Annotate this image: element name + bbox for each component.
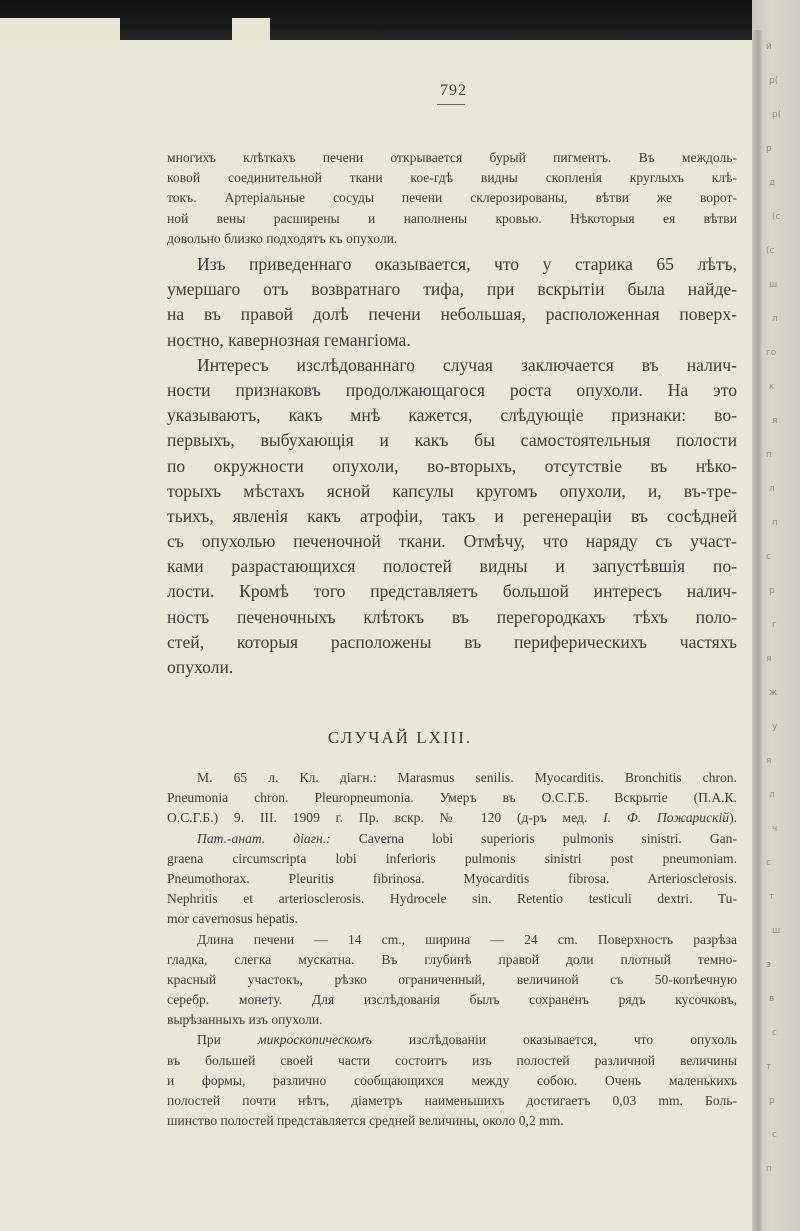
text-line: graena circumscripta lobi inferioris pulmonis sinistri post pneumoniam.: [167, 850, 737, 866]
text-line: стей, которыя расположены въ периферическихъ частяхъ: [167, 631, 737, 652]
adjacent-page-fragment: т: [769, 892, 775, 902]
adjacent-page-fragment: в: [769, 994, 775, 1004]
adjacent-page-fragment: р(: [772, 110, 782, 120]
case-heading: СЛУЧАЙ LXIII.: [327, 728, 473, 747]
adjacent-page-fragment: р: [766, 144, 772, 154]
adjacent-page-fragment: л: [769, 790, 775, 800]
text-line: Интересъ изслѣдованнаго случая заключается въ налич-: [197, 354, 737, 375]
text-line: ностно, кавернозная гемангіома.: [167, 329, 411, 350]
adjacent-page-fragment: (с: [766, 246, 775, 256]
adjacent-page-fragment: й: [766, 42, 772, 52]
adjacent-page-fragment: г: [772, 620, 777, 630]
text-line: довольно близко подходятъ къ опухоли.: [167, 230, 398, 246]
adjacent-page-fragment: ш: [769, 280, 778, 290]
adjacent-page-fragment: с: [772, 1028, 777, 1038]
doctor-name: I. Ф. Пожарискій: [603, 810, 730, 826]
adjacent-page-fragment: п: [772, 518, 778, 528]
paragraph-liver-pigment: [167, 148, 737, 249]
adjacent-page-fragment: л: [769, 484, 775, 494]
adjacent-page-fragment: т: [766, 1062, 772, 1072]
adjacent-page-fragment: п: [766, 450, 772, 460]
text-line: серебр. монету. Для изслѣдованія былъ сохраненъ рядъ кусочковъ,: [167, 992, 737, 1008]
text-line: указываютъ, какъ мнѣ кажется, слѣдующіе признаки: во-: [167, 405, 737, 426]
adjacent-page-fragment: с: [772, 1130, 777, 1140]
text-line-microscopy: [167, 1030, 737, 1050]
adjacent-page-fragment: л: [772, 314, 778, 324]
text-line: Nephritis et arteriosclerosis. Hydrocele sin. Retentio testiculi dextri. Tu-: [167, 891, 737, 907]
adjacent-page-fragment: д: [769, 178, 776, 188]
adjacent-page-fragment: у: [772, 722, 778, 732]
adjacent-page-fragment: я: [772, 416, 778, 426]
pathology-label: Пат.-анат. діагн.:: [197, 830, 331, 846]
text-line: ной вены расширены и наполнены кровью. Нѣкоторыя ея вѣтви: [167, 210, 737, 226]
text-line: гладка, слегка мускатна. Въ глубинѣ правой доли плотный темно-: [167, 951, 737, 967]
adjacent-page-fragments: [762, 30, 800, 1231]
adjacent-page-fragment: р(: [769, 76, 779, 86]
adjacent-page-fragment: я: [766, 654, 772, 664]
text-run: ).: [729, 810, 737, 826]
text-line: mor cavernosus hepatis.: [167, 911, 298, 927]
microscopy-word: микроскопическомъ: [257, 1032, 372, 1048]
text-run: О.С.Г.Б.) 9. III. 1909 г. Пр. вскр. № 120 (д-ръ мед.: [167, 810, 604, 826]
adjacent-page-fragment: с: [766, 858, 771, 868]
text-line: Pneumonia chron. Pleuropneumonia. Умеръ въ О.С.Г.Б. Вскрытіе (П.А.К.: [167, 790, 737, 806]
text-line: Длина печени — 14 cm., ширина — 24 cm. Поверхность разрѣза: [197, 931, 737, 947]
text-line: съ опухолью печеночной ткани. Отмѣчу, что наряду съ участ-: [167, 531, 737, 552]
text-line-doctor: [167, 808, 737, 828]
text-line: Pneumothorax. Pleuritis fibrinosa. Myocarditis fibrosa. Arteriosclerosis.: [167, 870, 737, 886]
text-line-pathology: [167, 829, 737, 849]
text-line: опухоли.: [167, 657, 234, 677]
text-line: М. 65 л. Кл. діагн.: Marasmus senilis. Myocarditis. Bronchitis chron.: [197, 770, 737, 785]
text-line: на въ правой долѣ печени небольшая, расположенная поверх-: [167, 304, 737, 325]
text-line: шинство полостей представляется средней величины, около 0,2 mm.: [167, 1113, 564, 1129]
text-line: вырѣзанныхъ изъ опухоли.: [167, 1012, 323, 1028]
page-number: 792: [440, 82, 467, 99]
text-line: первыхъ, выбухающія и какъ бы самостоятельныя полости: [167, 430, 737, 451]
text-line: торыхъ мѣстахъ ясной капсулы кругомъ опухоли, и, въ-тре-: [167, 480, 737, 501]
adjacent-page-fragment: ч: [772, 824, 778, 834]
text-line: ность печеночныхъ клѣтокъ въ перегородкахъ тѣхъ поло-: [167, 606, 737, 627]
text-line: Изъ приведеннаго оказывается, что у старика 65 лѣтъ,: [197, 254, 737, 274]
text-line: красный участокъ, рѣзко ограниченный, величиной съ 50-копѣечную: [167, 971, 737, 987]
text-line: умершаго отъ возвратнаго тифа, при вскрытіи была найде-: [167, 279, 737, 300]
adjacent-page-fragment: с: [766, 552, 771, 562]
adjacent-page-fragment: к: [769, 382, 775, 392]
text-line: въ большей своей части состоитъ изъ полостей различной величины: [167, 1052, 737, 1068]
adjacent-page-fragment: (с: [772, 212, 781, 222]
adjacent-page-fragment: ж: [769, 688, 778, 698]
text-line: многихъ клѣткахъ печени открывается бурый пигментъ. Въ междоль-: [167, 150, 737, 165]
adjacent-page-fragment: р: [769, 586, 775, 596]
text-line: по окружности опухоли, во-вторыхъ, отсутствіе въ нѣко-: [167, 455, 737, 476]
text-run: изслѣдованіи оказывается, что опухоль: [371, 1032, 737, 1048]
text-run: При: [197, 1032, 258, 1048]
case-report: [167, 768, 737, 1131]
text-line: ковой соединительной ткани кое-гдѣ видны скопленія круглыхъ клѣ-: [167, 170, 737, 186]
paragraph-conclusion: [167, 252, 737, 680]
adjacent-page-fragment: э: [766, 960, 771, 970]
scan-top-edge: [0, 0, 800, 40]
text-line: тьихъ, явленія какъ атрофіи, такъ и регенераціи въ сосѣдней: [167, 505, 737, 526]
adjacent-page-fragment: п: [766, 1164, 772, 1174]
text-line: ности признаковъ продолжающагося роста опухоли. На это: [167, 379, 737, 400]
text-run: Caverna lobi superioris pulmonis sinistri. Gan-: [330, 830, 737, 846]
adjacent-page-fragment: го: [766, 348, 777, 358]
text-line: и формы, различно сообщающихся между собою. Очень маленькихъ: [167, 1072, 737, 1088]
adjacent-page-fragment: р: [769, 1096, 775, 1106]
page-number-rule: [437, 104, 465, 105]
text-line: ками разрастающихся полостей видны и запустѣвшія по-: [167, 556, 737, 577]
text-line: лости. Кромѣ того представляетъ большой интересъ налич-: [167, 581, 737, 602]
adjacent-page-fragment: ш: [772, 926, 781, 936]
binding-shadow: [752, 30, 762, 1231]
text-line: полостей почти нѣтъ, діаметръ наименьшихъ достигаетъ 0,03 mm. Боль-: [167, 1093, 737, 1108]
adjacent-page-fragment: я: [766, 756, 772, 766]
text-line: токъ. Артеріальные сосуды печени склерозированы, вѣтви же ворот-: [167, 190, 737, 206]
